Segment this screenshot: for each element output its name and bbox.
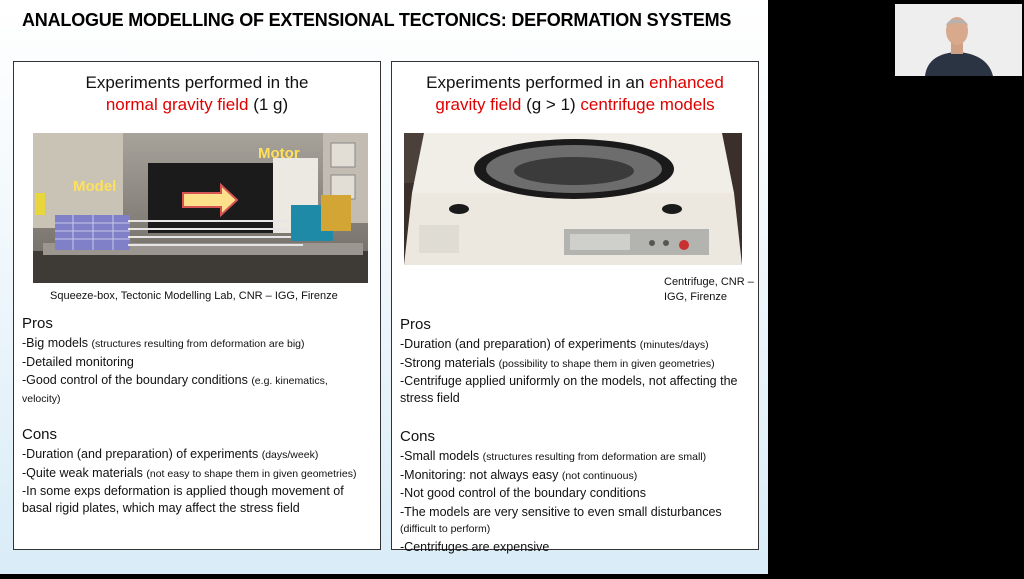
list-item: -Quite weak materials (not easy to shape them in given geometries): [22, 465, 357, 480]
left-pros-list: [22, 335, 367, 408]
list-item: -Centrifuge applied uniformly on the models, not affecting the stress field: [400, 374, 738, 405]
right-title-line2: gravity field (g > 1) centrifuge models: [435, 95, 715, 114]
enhanced-gravity-panel: [391, 61, 759, 554]
right-photo-caption: Centrifuge, CNR – IGG, Firenze: [664, 276, 754, 303]
right-pros-heading: Pros: [400, 316, 431, 333]
list-item: -Good control of the boundary conditions (e.g. kinematics, velocity): [22, 373, 328, 405]
left-photo-caption: Squeeze-box, Tectonic Modelling Lab, CNR – IGG, Firenze: [50, 290, 338, 302]
left-panel-title: [14, 72, 380, 116]
left-title-line2: [14, 94, 380, 116]
left-cons-list: [22, 446, 372, 518]
right-panel-title: [392, 72, 758, 116]
list-item: -Big models (structures resulting from deformation are big): [22, 336, 305, 350]
list-item: -Duration (and preparation) of experiments (minutes/days): [400, 337, 709, 351]
list-item: -In some exps deformation is applied though movement of basal rigid plates, which may affect the stress field: [22, 484, 344, 515]
list-item: -The models are very sensitive to even small disturbances (difficult to perform): [400, 504, 722, 535]
list-item: -Not good control of the boundary conditions: [400, 486, 646, 500]
squeeze-box-photo: [33, 133, 368, 283]
left-title-red: normal gravity field: [105, 95, 249, 114]
right-cons-heading: Cons: [400, 428, 436, 445]
centrifuge-photo: [404, 133, 742, 265]
right-title-line1: Experiments performed in an enhanced: [426, 73, 724, 92]
list-item: -Duration (and preparation) of experiments (days/week): [22, 447, 319, 461]
model-label: Model: [73, 178, 117, 195]
normal-gravity-panel: [13, 61, 381, 550]
centrifuge-illustration: [404, 133, 742, 265]
right-cons-list: [400, 448, 755, 557]
list-item: -Strong materials (possibility to shape them in given geometries): [400, 355, 715, 370]
squeeze-box-illustration: [33, 133, 368, 283]
list-item: -Small models (structures resulting from deformation are small): [400, 449, 707, 463]
presenter-figure: [895, 4, 1022, 76]
left-cons-heading: Cons: [22, 426, 58, 443]
presenter-webcam-video[interactable]: [895, 4, 1022, 76]
list-item: -Centrifuges are expensive: [400, 539, 550, 554]
left-title-line1: Experiments performed in the: [85, 73, 309, 92]
motor-label: Motor: [258, 145, 300, 162]
list-item: -Detailed monitoring: [22, 354, 134, 369]
list-item: -Monitoring: not always easy (not continuous): [400, 467, 638, 482]
right-pros-list: [400, 336, 755, 408]
left-pros-heading: Pros: [22, 315, 53, 332]
left-title-tail: (1 g): [248, 95, 289, 114]
slide-title: ANALOGUE MODELLING OF EXTENSIONAL TECTONICS: DEFORMATION SYSTEMS: [22, 10, 732, 30]
